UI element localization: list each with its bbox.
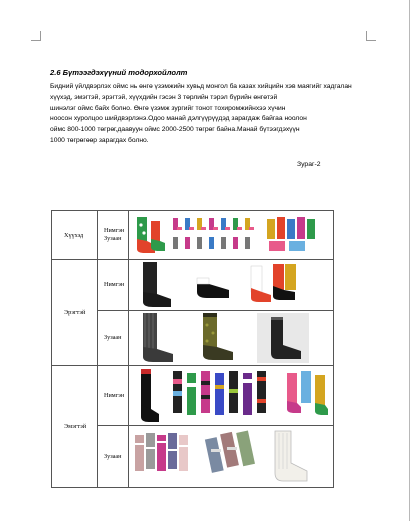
image-cell: [129, 260, 334, 311]
mens-thin-socks-image: [189, 262, 235, 308]
category-cell: Эмэгтэй: [52, 366, 98, 488]
mens-thick-socks-image: [257, 313, 309, 363]
paragraph-line: ноосон хуролцоо шийдвэрлэнэ.Одоо манай дэлгүүрүүдэд зарагдаж байгаа ноолон: [50, 115, 307, 123]
mens-thin-socks-image: [245, 262, 305, 308]
kids-socks-image: [171, 215, 261, 255]
subcategory-cell: Зузаан: [98, 426, 129, 488]
womens-thin-socks-image: [283, 369, 329, 423]
subcategory-cell: Зузаан: [98, 311, 129, 366]
category-cell: Эрэгтэй: [52, 260, 98, 366]
margin-corner-mark: [366, 31, 376, 41]
image-cell: [129, 366, 334, 426]
womens-thick-socks-image: [201, 429, 257, 485]
table-row: [52, 260, 334, 311]
kids-socks-image: [265, 215, 317, 255]
image-cell: [129, 311, 334, 366]
image-cell: [129, 211, 334, 260]
margin-corner-mark: [31, 31, 41, 41]
figure-caption: Зураг-2: [297, 161, 321, 168]
sock-table: [51, 210, 334, 488]
subcategory-cell: Нимгэн: [98, 366, 129, 426]
paragraph-line: хүүхэд, эмэгтэй, эрэгтэй, хүүхдийн гэсэн 3 төрлийн тэрэл бүрийн өнгөтэй: [50, 93, 278, 101]
section-heading: 2.6 Бүтээгдэхүүний тодорхойлолт: [50, 68, 188, 77]
paragraph-line: шинэлэг оймс байх болно. Өнгө үзэмж зургийг тонот тохиромжийнхээ хүчин: [50, 104, 286, 112]
womens-thick-socks-image: [265, 429, 313, 485]
subcategory-cell: Нимгэн Зузаан: [98, 211, 129, 260]
mens-thick-socks-image: [195, 313, 241, 363]
mens-thin-socks-image: [133, 262, 179, 308]
image-cell: [129, 426, 334, 488]
table-row: [52, 211, 334, 260]
kids-socks-image: [133, 215, 167, 255]
mens-thick-socks-image: [133, 313, 179, 363]
womens-thin-socks-image: [133, 369, 163, 423]
category-cell: Хүүхэд: [52, 211, 98, 260]
womens-thick-socks-image: [133, 429, 193, 485]
table-row: [52, 366, 334, 426]
paragraph-line: оймс 800-1000 төгрөг,даавуун оймс 2000-2500 төгрөг байна.Манай бүтээгдэхүүн: [50, 126, 300, 134]
paragraph-line: Бидний үйлдвэрлэх оймс нь өнгө үзэмжийн хувьд монгол ба казах хийцийн хэв маягийг хадгалан: [50, 83, 352, 90]
womens-thin-socks-image: [171, 369, 275, 423]
subcategory-cell: Нимгэн: [98, 260, 129, 311]
paragraph-line: 1000 төгрөгөөр зарагдах болно.: [50, 136, 149, 144]
body-paragraph: [50, 82, 360, 147]
